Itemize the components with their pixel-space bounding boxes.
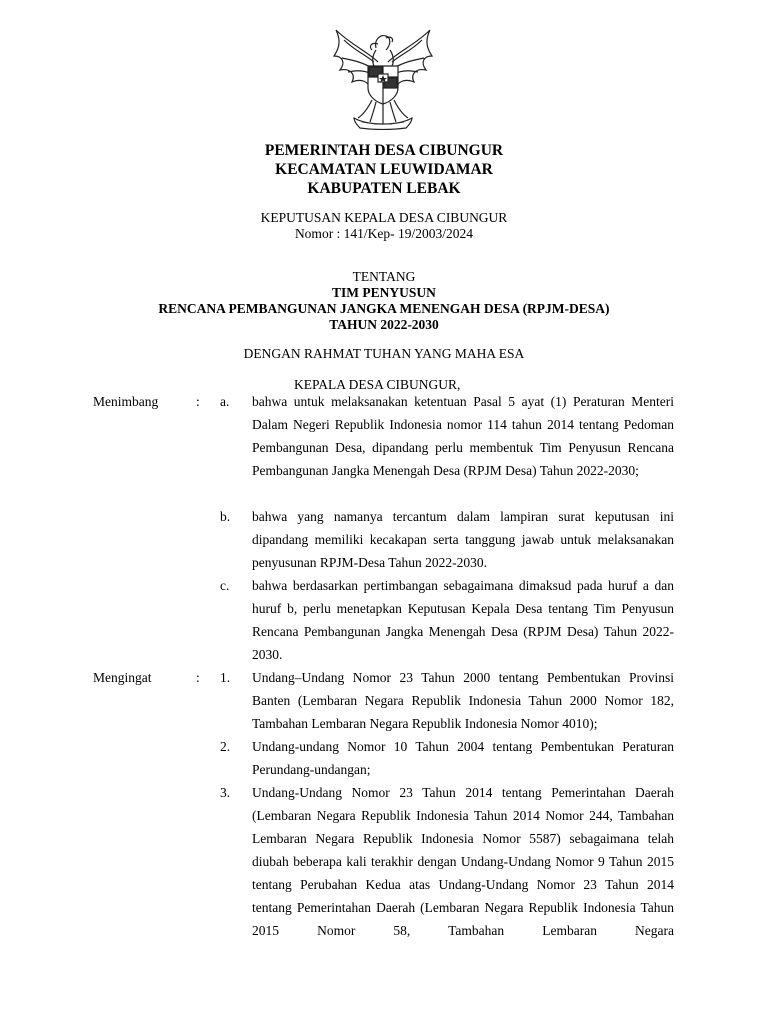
decree-number: Nomor : 141/Kep- 19/2003/2024 (294, 226, 474, 241)
header-government: PEMERINTAH DESA CIBUNGUR (264, 142, 504, 159)
menimbang-b-text: bahwa yang namanya tercantum dalam lampiran surat keputusan ini dipandang memiliki kecakapan serta tanggung jawab untuk melaksanakan penyusunan RPJM-Desa Tahun 2022-2030. (252, 509, 674, 570)
mengingat-colon: : (196, 670, 200, 685)
mengingat-label: Mengingat (93, 670, 152, 685)
menimbang-a-text: bahwa untuk melaksanakan ketentuan Pasal 5 ayat (1) Peraturan Menteri Dalam Negeri Republik Indonesia nomor 114 tahun 2014 tentang Pedoman Pembangunan Desa, dipandang perlu membentuk Tim Penyusun Rencana Pembangunan Jangka Menengah Desa (RPJM Desa) Tahun 2022-2030; (252, 394, 674, 478)
menimbang-c-text: bahwa berdasarkan pertimbangan sebagaimana dimaksud pada huruf a dan huruf b, perlu menetapkan Keputusan Kepala Desa tentang Tim Penyusun Rencana Pembangunan Jangka Menengah Desa (RPJM Desa) Tahun 2022-2030. (252, 578, 674, 662)
mengingat-3-text: Undang-Undang Nomor 23 Tahun 2014 tentang Pemerintahan Daerah (Lembaran Negara Republik Indonesia Tahun 2014 Nomor 244, Tambahan Lembaran Negara Republik Indonesia Nomor 5587) sebagaimana telah diubah beberapa kali terakhir dengan Undang-Undang Nomor 9 Tahun 2015 tentang Perubahan Kedua atas Undang-Undang Nomor 23 Tahun 2014 tentang Pemerintahan Daerah (Lembaran Negara Republik Indonesia Tahun 2015 Nomor 58, Tambahan Lembaran Negara (252, 785, 674, 938)
decree-title: KEPUTUSAN KEPALA DESA CIBUNGUR (260, 210, 508, 225)
menimbang-b-mark: b. (220, 509, 231, 524)
menimbang-a-mark: a. (220, 394, 230, 409)
mengingat-3-mark: 3. (220, 785, 231, 800)
menimbang-colon: : (196, 394, 200, 409)
header-district: KECAMATAN LEUWIDAMAR (275, 161, 493, 178)
subject-team: TIM PENYUSUN (332, 285, 436, 300)
mengingat-2-text: Undang-undang Nomor 10 Tahun 2004 tentang Pembentukan Peraturan Perundang-undangan; (252, 739, 674, 777)
header-regency: KABUPATEN LEBAK (307, 180, 461, 197)
garuda-emblem (328, 22, 438, 130)
subject-plan: RENCANA PEMBANGUNAN JANGKA MENENGAH DESA (RPJM-DESA) (158, 301, 610, 316)
mengingat-1-mark: 1. (220, 670, 231, 685)
official-title: KEPALA DESA CIBUNGUR, (294, 377, 461, 392)
mengingat-2-mark: 2. (220, 739, 231, 754)
menimbang-c-mark: c. (220, 578, 230, 593)
subject-tentang: TENTANG (352, 269, 416, 284)
invocation: DENGAN RAHMAT TUHAN YANG MAHA ESA (243, 346, 525, 361)
subject-year: TAHUN 2022-2030 (329, 317, 439, 332)
menimbang-label: Menimbang (93, 394, 159, 409)
mengingat-1-text: Undang–Undang Nomor 23 Tahun 2000 tentang Pembentukan Provinsi Banten (Lembaran Negara Republik Indonesia Tahun 2000 Nomor 182, Tambahan Lembaran Negara Republik Indonesia Nomor 4010); (252, 670, 674, 731)
